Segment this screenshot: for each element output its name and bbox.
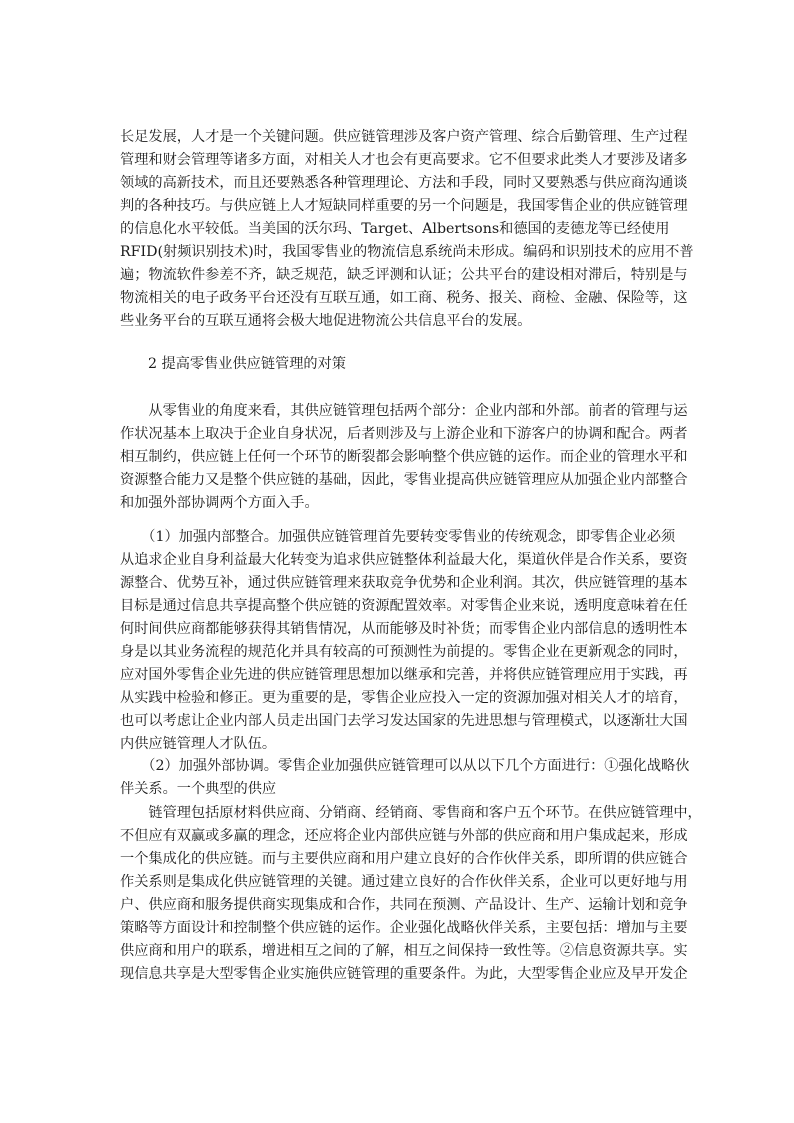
text-line: 资源整合能力又是整个供应链的基础，因此，零售业提高供应链管理应从加强企业内部整合: [120, 472, 688, 488]
text-line: 遍；物流软件参差不齐，缺乏规范，缺乏评测和认证；公共平台的建设相对滞后，特别是与: [120, 267, 688, 283]
text-line: 从零售业的角度来看，其供应链管理包括两个部分：企业内部和外部。前者的管理与运: [120, 403, 688, 419]
text-line: 链管理包括原材料供应商、分销商、经销商、零售商和客户五个环节。在供应链管理中，: [120, 805, 702, 821]
section-heading: [148, 353, 704, 376]
text-line: 源整合、优势互补，通过供应链管理来获取竞争优势和企业利润。其次，供应链管理的基本: [120, 575, 688, 591]
text-line: 和加强外部协调两个方面入手。: [120, 495, 319, 511]
text-line: （1）加强内部整合。加强供应链管理首先要转变零售业的传统观念，即零售企业必须: [120, 529, 676, 545]
text-line: 何时间供应商都能够获得其销售情况，从而能够及时补货；而零售企业内部信息的透明性本: [120, 621, 688, 637]
text-line: 的信息化水平较低。当美国的沃尔玛、Target、Albertsons和德国的麦德龙等已经使用: [120, 221, 670, 237]
text-line: 现信息共享是大型零售企业实施供应链管理的重要条件。为此，大型零售企业应及早开发企: [120, 966, 688, 982]
text-line: 伴关系。一个典型的供应: [120, 781, 277, 797]
text-line: 一个集成化的供应链。而与主要供应商和用户建立良好的合作伙伴关系，即所谓的供应链合: [120, 851, 688, 867]
paragraph-external-coordination: [120, 755, 690, 801]
text-line: 领域的高新技术，而且还要熟悉各种管理理论、方法和手段，同时又要熟悉与供应商沟通谈: [120, 175, 688, 191]
section-title: 2 提高零售业供应链管理的对策: [148, 356, 346, 372]
paragraph-overview: [120, 400, 688, 515]
text-line: 从实践中检验和修正。更为重要的是，零售企业应投入一定的资源加强对相关人才的培育，: [120, 690, 688, 706]
text-line: 从追求企业自身利益最大化转变为追求供应链整体利益最大化，渠道伙伴是合作关系，要资: [120, 552, 688, 568]
text-line: 供应商和用户的联系，增进相互之间的了解，相互之间保持一致性等。②信息资源共享。实: [120, 943, 688, 959]
text-line: 作关系则是集成化供应链管理的关键。通过建立良好的合作伙伴关系，企业可以更好地与用: [120, 874, 688, 890]
text-line: 目标是通过信息共享提高整个供应链的资源配置效率。对零售企业来说，透明度意味着在任: [120, 598, 688, 614]
text-line: 些业务平台的互联互通将会极大地促进物流公共信息平台的发展。: [120, 313, 532, 329]
paragraph-internal-integration: [120, 526, 688, 756]
text-line: 作状况基本上取决于企业自身状况，后者则涉及与上游企业和下游客户的协调和配合。两者: [120, 426, 688, 442]
text-line: 管理和财会管理等诸多方面，对相关人才也会有更高要求。它不但要求此类人才要涉及诸多: [120, 152, 688, 168]
text-line: 内供应链管理人才队伍。: [120, 736, 277, 752]
text-line: 长足发展，人才是一个关键问题。供应链管理涉及客户资产管理、综合后勤管理、生产过程: [120, 129, 688, 145]
text-line: 判的各种技巧。与供应链上人才短缺同样重要的另一个问题是，我国零售企业的供应链管理: [120, 198, 688, 214]
text-line: 物流相关的电子政务平台还没有互联互通，如工商、税务、报关、商检、金融、保险等，这: [120, 290, 688, 306]
text-line: 应对国外零售企业先进的供应链管理思想加以继承和完善，并将供应链管理应用于实践，再: [120, 667, 688, 683]
paragraph-talent-shortage: [120, 126, 694, 333]
text-line: 也可以考虑让企业内部人员走出国门去学习发达国家的先进思想与管理模式，以逐渐壮大国: [120, 713, 688, 729]
text-line: 身是以其业务流程的规范化并具有较高的可预测性为前提的。零售企业在更新观念的同时，: [120, 644, 688, 660]
text-line: 策略等方面设计和控制整个供应链的运作。企业强化战略伙伴关系，主要包括：增加与主要: [120, 920, 688, 936]
text-line: RFID(射频识别技术)时，我国零售业的物流信息系统尚未形成。编码和识别技术的应用不普: [120, 244, 694, 260]
text-line: （2）加强外部协调。零售企业加强供应链管理可以从以下几个方面进行：①强化战略伙: [120, 758, 690, 774]
text-line: 不但应有双赢或多赢的理念，还应将企业内部供应链与外部的供应商和用户集成起来，形成: [120, 828, 688, 844]
paragraph-supply-chain-partners: [120, 802, 702, 986]
text-line: 相互制约，供应链上任何一个环节的断裂都会影响整个供应链的运作。而企业的管理水平和: [120, 449, 688, 465]
text-line: 户、供应商和服务提供商实现集成和合作，共同在预测、产品设计、生产、运输计划和竞争: [120, 897, 688, 913]
